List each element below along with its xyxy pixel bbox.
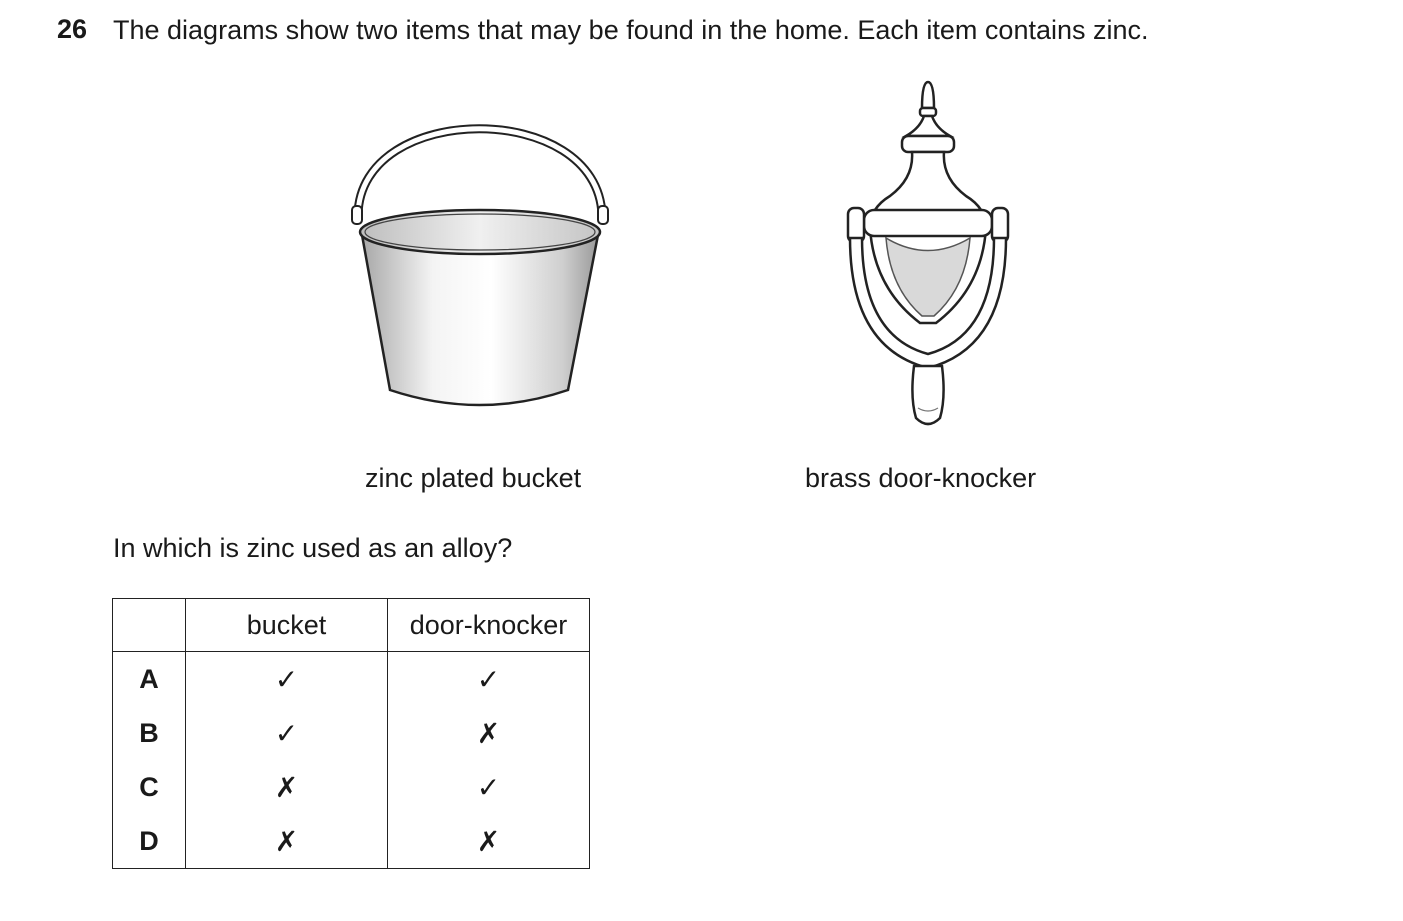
knocker-mark: ✗ (388, 814, 590, 869)
answer-options-table (112, 598, 590, 869)
option-letter: D (113, 814, 186, 869)
bucket-mark: ✓ (186, 652, 388, 707)
table-header-row (113, 599, 590, 652)
option-row-d[interactable] (113, 814, 590, 869)
bucket-illustration (340, 80, 620, 420)
header-bucket: bucket (186, 599, 388, 652)
header-door-knocker: door-knocker (388, 599, 590, 652)
bucket-mark: ✓ (186, 706, 388, 760)
option-row-a[interactable] (113, 652, 590, 707)
option-letter: C (113, 760, 186, 814)
option-row-c[interactable] (113, 760, 590, 814)
question-text: The diagrams show two items that may be found in the home. Each item contains zinc. (113, 15, 1149, 45)
option-letter: A (113, 652, 186, 707)
knocker-mark: ✓ (388, 760, 590, 814)
door-knocker-illustration (830, 78, 1030, 438)
knocker-mark: ✗ (388, 706, 590, 760)
bucket-caption: zinc plated bucket (365, 463, 582, 493)
bucket-mark: ✗ (186, 814, 388, 869)
option-row-b[interactable] (113, 706, 590, 760)
door-knocker-caption: brass door-knocker (805, 463, 1037, 493)
question-prompt: In which is zinc used as an alloy? (113, 533, 513, 563)
knocker-mark: ✓ (388, 652, 590, 707)
question-number: 26 (57, 14, 88, 44)
header-blank-cell (113, 599, 186, 652)
option-letter: B (113, 706, 186, 760)
bucket-mark: ✗ (186, 760, 388, 814)
